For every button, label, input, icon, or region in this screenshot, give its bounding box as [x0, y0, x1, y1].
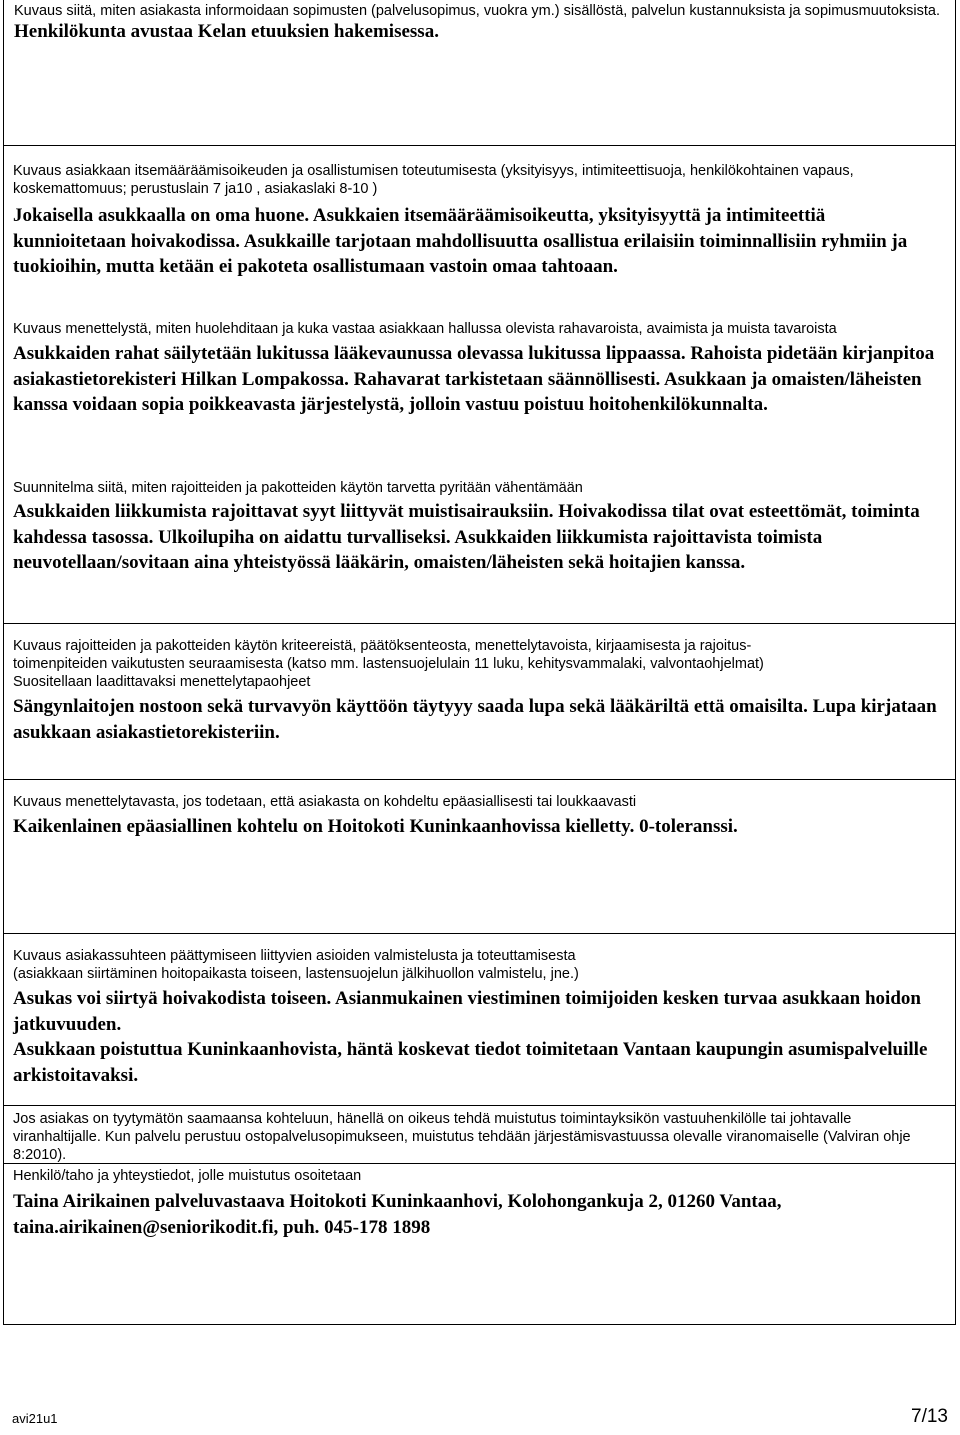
section-text: Asukkaiden rahat säilytetään lukitussa lääkevaunussa olevassa lukitussa lippaassa. Rahoista pidetään kirjanpitoa asiakastietorekisteri Hilkan Lompakossa. Rahavarat tarkistetaan säännöllisesti. Asukkaan ja omaisten/läheisten kanssa voidaan sopia poikkeavasta järjestelystä, jolloin vastuu poistuu hoitohenkilökunnalta.	[13, 343, 935, 415]
footer-page-number: 7/13	[911, 1406, 948, 1427]
section-self-determination-content	[13, 162, 943, 280]
section-money-keys	[13, 320, 943, 418]
section-restriction-plan	[13, 479, 943, 576]
section-label-line2: toimenpiteiden vaikutusten seuraamisesta (katso mm. lastensuojelulain 11 luku, kehitysvammalaki, valvontaohjelmat)	[13, 656, 764, 672]
section-inappropriate-treatment	[13, 793, 943, 840]
section-text: Henkilökunta avustaa Kelan etuuksien hakemisessa.	[14, 21, 439, 42]
section-label: Suunnitelma siitä, miten rajoitteiden ja pakotteiden käytön tarvetta pyritään vähentämään	[13, 480, 583, 496]
section-label-line1: Jos asiakas on tyytymätön saamaansa kohteluun, hänellä on oikeus tehdä muistutus toimintayksikön vastuuhenkilölle tai johtavalle viranhaltijalle. Kun palvelu perustuu ostopalvelusopimukseen, muistutus tehdään järjestämisvastuussa olevalle viranomaiselle (Valviran ohje 8:2010).	[13, 1111, 911, 1163]
section-relationship-ending	[13, 947, 943, 1088]
divider	[3, 623, 956, 624]
section-contract-info	[3, 0, 956, 146]
section-text-2: Asukkaan poistuttua Kuninkaanhovista, häntä koskevat tiedot toimitetaan Vantaan kaupungin asumispalveluille arkistoitavaksi.	[13, 1039, 928, 1086]
section-label: Kuvaus menettelytavasta, jos todetaan, että asiakasta on kohdeltu epäasiallisesti tai loukkaavasti	[13, 794, 637, 810]
divider	[3, 933, 956, 934]
section-label-line3: Suositellaan laadittavaksi menettelytapaohjeet	[13, 674, 311, 690]
section-label: Kuvaus asiakkaan itsemääräämisoikeuden ja osallistumisen toteutumisesta (yksityisyys, intimiteettisuoja, henkilökohtainen vapaus, koskemattomuus; perustuslain 7 ja10 , asiakaslaki 8-10 )	[13, 163, 854, 197]
section-text-1: Asukas voi siirtyä hoivakodista toiseen. Asianmukainen viestiminen toimijoiden kesken turvaa asukkaan hoidon jatkuvuuden.	[13, 988, 921, 1035]
section-label: Kuvaus menettelystä, miten huolehditaan ja kuka vastaa asiakkaan hallussa olevista rahavaroista, avaimista ja muista tavaroista	[13, 321, 837, 337]
divider	[3, 1163, 956, 1164]
section-text: Sängynlaitojen nostoon sekä turvavyön käyttöön täytyyy saada lupa sekä lääkäriltä että omaisilta. Lupa kirjataan asukkaan asiakastietorekisteriin.	[13, 696, 937, 743]
section-complaint	[13, 1110, 943, 1164]
divider	[3, 1105, 956, 1106]
frame-bottom-border	[3, 1324, 956, 1325]
footer-document-code: avi21u1	[12, 1411, 58, 1426]
section-text: Asukkaiden liikkumista rajoittavat syyt liittyvät muistisairauksiin. Hoivakodissa tilat ovat esteettömät, toiminta kahdessa tasossa. Ulkoilupiha on aidattu turvalliseksi. Asukkaiden liikkumista rajoittavista toimista neuvotellaan/sovitaan aina yhteistyössä lääkärin, omaisten/läheisten sekä hoitajien kanssa.	[13, 501, 920, 573]
section-complaint-contact	[13, 1167, 943, 1240]
section-text: Jokaisella asukkaalla on oma huone. Asukkaien itsemääräämisoikeutta, yksityisyyttä ja intimiteettiä kunnioitetaan hoivakodissa. Asukkaille tarjotaan mahdollisuutta osallistua erilaisiin toiminnallisiin ryhmiin ja tuokioihin, mutta ketään ei pakoteta osallistumaan vastoin omaa tahtoaan.	[13, 205, 908, 277]
section-label-line1: Kuvaus rajoitteiden ja pakotteiden käytön kriteereistä, päätöksenteosta, menettelytavoista, kirjaamisesta ja rajoitus-	[13, 638, 752, 654]
section-restriction-criteria	[13, 637, 948, 745]
divider	[3, 779, 956, 780]
section-label: Kuvaus siitä, miten asiakasta informoidaan sopimusten (palvelusopimus, vuokra ym.) sisällöstä, palvelun kustannuksista ja sopimusmuutoksista.	[14, 3, 941, 19]
section-label-line2: (asiakkaan siirtäminen hoitopaikasta toiseen, lastensuojelun jälkihuollon valmistelu, jne.)	[13, 966, 579, 982]
section-label-line2: Henkilö/taho ja yhteystiedot, jolle muistutus osoitetaan	[13, 1168, 362, 1184]
section-text: Taina Airikainen palveluvastaava Hoitokoti Kuninkaanhovi, Kolohongankuja 2, 01260 Vantaa, taina.airikainen@seniorikodit.fi, puh. 045-178 1898	[13, 1191, 782, 1238]
section-text: Kaikenlainen epäasiallinen kohtelu on Hoitokoti Kuninkaanhovissa kielletty. 0-toleranssi.	[13, 816, 738, 837]
section-label-line1: Kuvaus asiakassuhteen päättymiseen liittyvien asioiden valmistelusta ja toteuttamisesta	[13, 948, 576, 964]
